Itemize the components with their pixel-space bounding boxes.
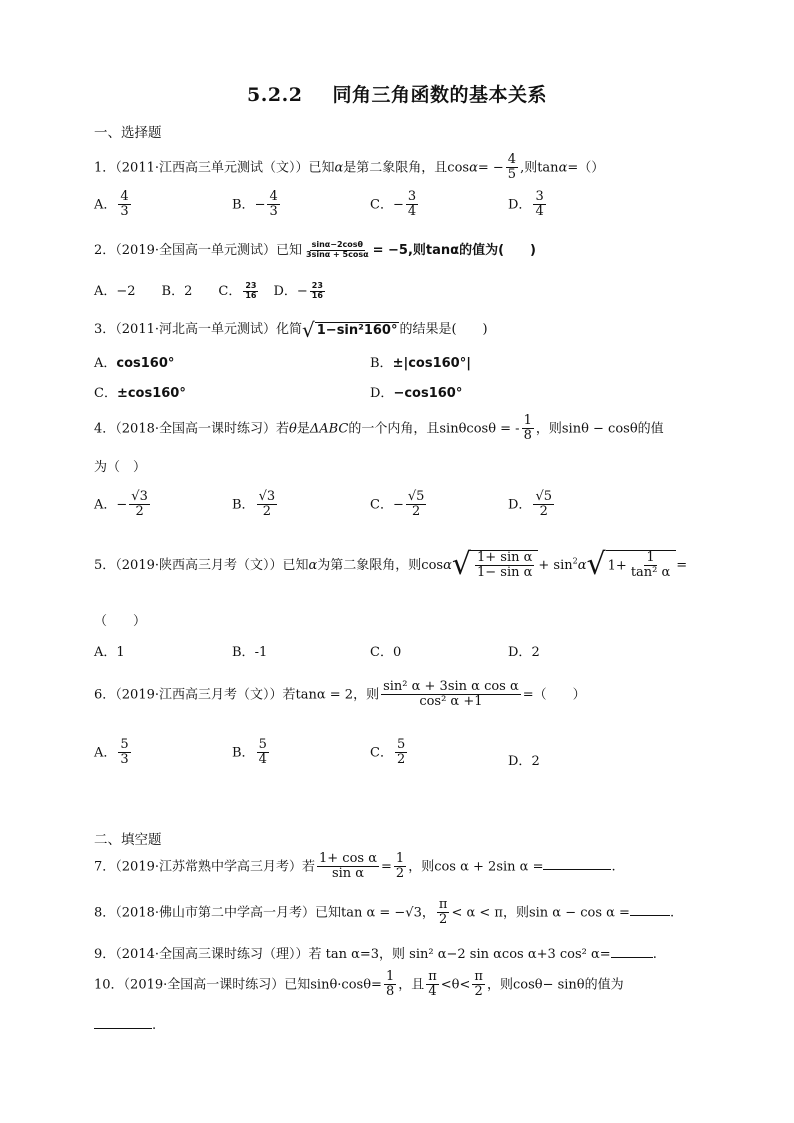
question-8: 8．（2018·佛山市第二中学高一月考）已知tan α = −√3， $\frac{\pi}{2}$ < α < π，则sin α − cos α = .	[94, 897, 675, 928]
question-7: 7．（2019·江苏常熟中学高三月考）若 $\frac{\text{1+ cos α}}{\text{sin α}}$ = $\frac{1}{2}$ ，则cos α + 2sin α = .	[94, 851, 616, 882]
question-9: 9．（2014·全国高三课时练习（理））若 tan α=3，则 sin² α−2 sin αcos α+3 cos² α= .	[94, 947, 657, 962]
option-d: D．−cos160°	[370, 386, 463, 401]
option-a: A．1	[94, 645, 125, 660]
option-a: A． $\frac{4}{3}$	[94, 189, 129, 220]
option-a: A． $\frac{5}{3}$	[94, 737, 129, 768]
question-4: 4．（2018·全国高一课时练习）若θ是ΔABC的一个内角，且sinθcosθ = - $\frac{1}{8}$ ，则sinθ − cosθ的值	[94, 413, 664, 444]
option-d: D． $\frac{√5}{2}$	[508, 489, 553, 520]
section-heading-fill: 二、填空题	[94, 832, 162, 848]
section-number: 5.2.2	[247, 84, 303, 106]
question-6: 6．（2019·江西高三月考（文））若tanα = 2，则 $\frac{\text{sin² α + 3sin α cos α}}{\text{cos² α +1}}$ =（ ）	[94, 679, 586, 710]
fraction: $\frac{4}{5}$	[507, 152, 517, 183]
question-1: 1．（2011·江西高三单元测试（文））已知α是第二象限角，且cosα= − $\frac{4}{5}$ ,则tanα=（）	[94, 152, 605, 183]
title-text: 同角三角函数的基本关系	[332, 84, 547, 106]
option-c: C．±cos160°	[94, 386, 186, 401]
option-b: B． $\frac{5}{4}$	[232, 737, 267, 768]
question-2-options: A．−2 B．2 C． $\frac{23}{16}$ D．− $\frac{23}{16}$	[94, 281, 323, 300]
question-10: 10．（2019·全国高一课时练习）已知sinθ·cosθ= $\frac{1}{8}$ ，且 $\frac{\pi}{4}$ <θ< $\frac{\pi}{2}$ ，则cosθ− sinθ的值为	[94, 969, 624, 1000]
question-2: 2．（2019·全国高一单元测试）已知 $\frac{\sin\alpha-2\cos\theta}{3\sin\alpha + 5\cos\alpha}$ = −5,则tanα的值为( )	[94, 240, 536, 259]
fraction: $\frac{\sin\alpha-2\cos\theta}{3\sin\alpha + 5\cos\alpha}$	[306, 240, 369, 259]
option-b: B．-1	[232, 645, 268, 660]
option-c: C．− $\frac{√5}{2}$	[370, 489, 425, 520]
section-heading-choice: 一、选择题	[94, 125, 162, 141]
option-b: B．− $\frac{4}{3}$	[232, 189, 278, 220]
option-a: A．cos160°	[94, 356, 175, 371]
question-3: 3．（2011·河北高一单元测试）化简 √ 1−sin²160° 的结果是( )	[94, 317, 488, 342]
question-10-line-2: .	[94, 1016, 156, 1033]
option-d: D．2	[508, 645, 540, 660]
question-4-line-2: 为（ ）	[94, 460, 147, 475]
option-c: C．0	[370, 645, 402, 660]
answer-blank[interactable]	[543, 857, 611, 870]
question-5: 5．（2019·陕西高三月考（文））已知α为第二象限角，则cosα √ $\frac{\text{1+ sin α}}{\text{1− sin α}}$ + $\sin^2\alpha$ √ 1+ $\frac{1}{\text{tan² α}}$ =	[94, 547, 688, 583]
option-b: B．±|cos160°|	[370, 356, 471, 371]
answer-blank[interactable]	[611, 945, 653, 958]
answer-blank[interactable]	[630, 903, 670, 916]
option-c: C．− $\frac{3}{4}$	[370, 189, 417, 220]
question-5-line-2: （ ）	[94, 614, 147, 629]
option-c: C． $\frac{5}{2}$	[370, 737, 406, 768]
option-d: D．2	[508, 754, 540, 769]
page-title	[0, 80, 794, 107]
answer-blank[interactable]	[94, 1016, 152, 1029]
option-a: A．− $\frac{√3}{2}$	[94, 489, 148, 520]
option-d: D． $\frac{3}{4}$	[508, 189, 544, 220]
option-b: B． $\frac{√3}{2}$	[232, 489, 276, 520]
